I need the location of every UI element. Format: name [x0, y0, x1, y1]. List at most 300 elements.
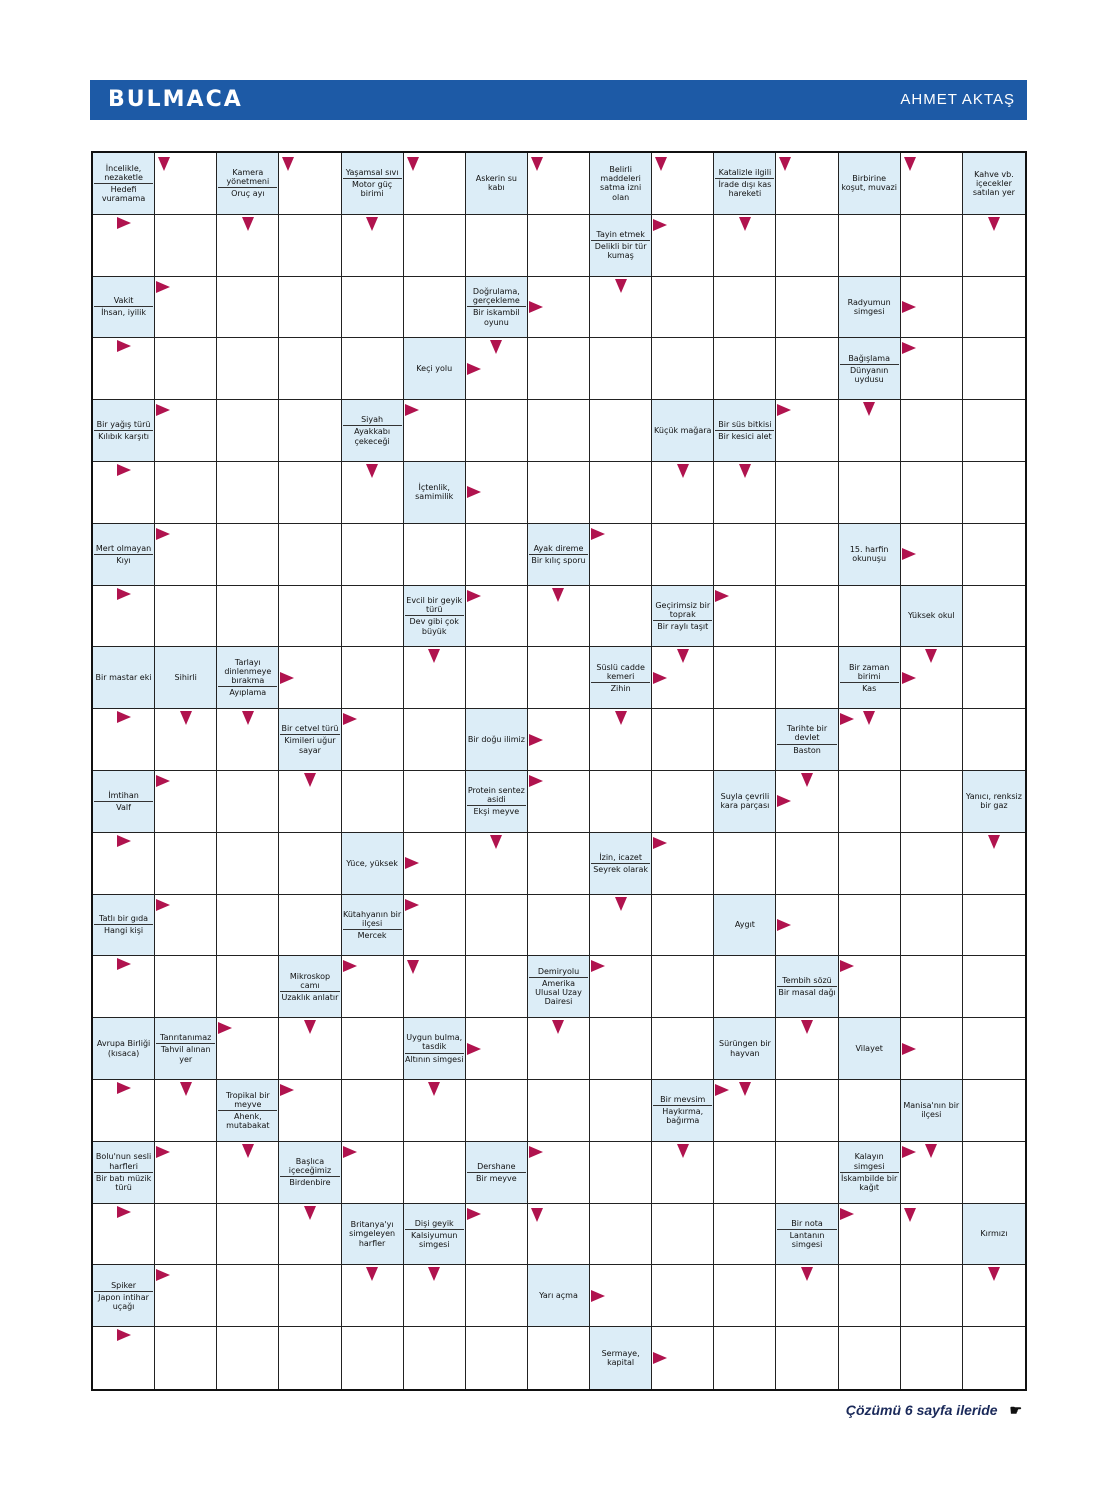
answer-cell[interactable]	[963, 1265, 1025, 1327]
answer-cell[interactable]	[590, 956, 652, 1018]
answer-cell[interactable]	[279, 833, 341, 895]
clue-cell	[714, 895, 776, 957]
arrow-right-icon	[467, 1043, 481, 1055]
answer-cell[interactable]	[342, 1080, 404, 1142]
answer-cell[interactable]	[342, 586, 404, 648]
answer-cell[interactable]	[279, 586, 341, 648]
answer-cell[interactable]	[652, 1018, 714, 1080]
answer-cell[interactable]	[963, 400, 1025, 462]
clue-cell	[839, 647, 901, 709]
clue-cell	[404, 338, 466, 400]
answer-cell[interactable]	[901, 524, 963, 586]
answer-cell[interactable]	[652, 524, 714, 586]
answer-cell[interactable]	[776, 153, 838, 215]
answer-cell[interactable]	[342, 524, 404, 586]
answer-cell[interactable]	[776, 1327, 838, 1389]
answer-cell[interactable]	[963, 1142, 1025, 1204]
answer-cell[interactable]	[839, 1265, 901, 1327]
answer-cell[interactable]	[528, 647, 590, 709]
answer-cell[interactable]	[901, 895, 963, 957]
answer-cell[interactable]	[342, 338, 404, 400]
answer-cell[interactable]	[466, 1018, 528, 1080]
arrow-down-icon	[428, 1082, 440, 1096]
clue-text: İçtenlik, samimilik	[415, 483, 454, 502]
arrow-down-icon	[988, 217, 1000, 231]
answer-cell[interactable]	[528, 215, 590, 277]
answer-cell[interactable]	[466, 524, 528, 586]
answer-cell[interactable]	[404, 771, 466, 833]
clue-text: Kılıbık karşıtı	[94, 430, 153, 441]
clue-cell	[93, 400, 155, 462]
clue-text: Kamera yönetmeni	[226, 168, 270, 187]
answer-cell[interactable]	[217, 277, 279, 339]
answer-cell[interactable]	[776, 833, 838, 895]
answer-cell[interactable]	[652, 833, 714, 895]
answer-cell[interactable]	[93, 586, 155, 648]
clue-text: Dershane	[477, 1161, 516, 1171]
answer-cell[interactable]	[776, 1142, 838, 1204]
answer-cell[interactable]	[714, 338, 776, 400]
answer-cell[interactable]	[963, 833, 1025, 895]
arrow-right-icon	[117, 588, 131, 600]
answer-cell[interactable]	[342, 709, 404, 771]
answer-cell[interactable]	[901, 215, 963, 277]
answer-cell[interactable]	[279, 1018, 341, 1080]
answer-cell[interactable]	[279, 400, 341, 462]
answer-cell[interactable]	[528, 338, 590, 400]
answer-cell[interactable]	[404, 1142, 466, 1204]
answer-cell[interactable]	[528, 1018, 590, 1080]
answer-cell[interactable]	[466, 1204, 528, 1266]
answer-cell[interactable]	[528, 586, 590, 648]
answer-cell[interactable]	[652, 647, 714, 709]
answer-cell[interactable]	[279, 1265, 341, 1327]
answer-cell[interactable]	[466, 833, 528, 895]
answer-cell[interactable]	[590, 400, 652, 462]
arrow-down-icon	[242, 1144, 254, 1158]
answer-cell[interactable]	[466, 462, 528, 524]
author-name: AHMET AKTAŞ	[900, 91, 1015, 108]
answer-cell[interactable]	[155, 215, 217, 277]
answer-cell[interactable]	[342, 1265, 404, 1327]
arrow-right-icon	[840, 960, 854, 972]
answer-cell[interactable]	[279, 462, 341, 524]
answer-cell[interactable]	[652, 277, 714, 339]
answer-cell[interactable]	[93, 1204, 155, 1266]
answer-cell[interactable]	[839, 215, 901, 277]
answer-cell[interactable]	[901, 833, 963, 895]
answer-cell[interactable]	[342, 1142, 404, 1204]
answer-cell[interactable]	[217, 462, 279, 524]
answer-cell[interactable]	[528, 277, 590, 339]
answer-cell[interactable]	[590, 1265, 652, 1327]
answer-cell[interactable]	[404, 1080, 466, 1142]
clue-text: Bir kılıç sporu	[529, 554, 588, 565]
answer-cell[interactable]	[652, 709, 714, 771]
clue-text: Keçi yolu	[416, 364, 453, 374]
answer-cell[interactable]	[342, 647, 404, 709]
answer-cell[interactable]	[901, 400, 963, 462]
answer-cell[interactable]	[652, 215, 714, 277]
answer-cell[interactable]	[528, 153, 590, 215]
answer-cell[interactable]	[776, 215, 838, 277]
answer-cell[interactable]	[901, 277, 963, 339]
answer-cell[interactable]	[901, 1018, 963, 1080]
answer-cell[interactable]	[342, 215, 404, 277]
answer-cell[interactable]	[590, 1018, 652, 1080]
clue-text: Askerin su kabı	[475, 174, 517, 193]
answer-cell[interactable]	[279, 524, 341, 586]
answer-cell[interactable]	[404, 277, 466, 339]
answer-cell[interactable]	[528, 1142, 590, 1204]
answer-cell[interactable]	[590, 1142, 652, 1204]
answer-cell[interactable]	[93, 338, 155, 400]
answer-cell[interactable]	[652, 1204, 714, 1266]
answer-cell[interactable]	[279, 215, 341, 277]
clue-cell	[93, 771, 155, 833]
answer-cell[interactable]	[839, 771, 901, 833]
answer-cell[interactable]	[528, 771, 590, 833]
answer-cell[interactable]	[93, 1080, 155, 1142]
answer-cell[interactable]	[963, 647, 1025, 709]
answer-cell[interactable]	[155, 153, 217, 215]
clue-cell	[466, 709, 528, 771]
answer-cell[interactable]	[776, 400, 838, 462]
answer-cell[interactable]	[93, 215, 155, 277]
answer-cell[interactable]	[217, 586, 279, 648]
answer-cell[interactable]	[714, 1327, 776, 1389]
arrow-right-icon	[117, 1206, 131, 1218]
answer-cell[interactable]	[342, 771, 404, 833]
arrow-right-icon	[529, 1146, 543, 1158]
answer-cell[interactable]	[279, 1080, 341, 1142]
answer-cell[interactable]	[217, 1018, 279, 1080]
answer-cell[interactable]	[963, 215, 1025, 277]
answer-cell[interactable]	[342, 462, 404, 524]
answer-cell[interactable]	[839, 1204, 901, 1266]
answer-cell[interactable]	[652, 153, 714, 215]
answer-cell[interactable]	[217, 400, 279, 462]
answer-cell[interactable]	[466, 1080, 528, 1142]
answer-cell[interactable]	[217, 833, 279, 895]
answer-cell[interactable]	[963, 524, 1025, 586]
answer-cell[interactable]	[466, 647, 528, 709]
answer-cell[interactable]	[466, 215, 528, 277]
answer-cell[interactable]	[590, 462, 652, 524]
answer-cell[interactable]	[590, 338, 652, 400]
answer-cell[interactable]	[93, 1327, 155, 1389]
clue-text: Protein sentez asidi	[467, 786, 525, 805]
answer-cell[interactable]	[404, 1265, 466, 1327]
answer-cell[interactable]	[217, 1327, 279, 1389]
clue-text: Tembih sözü	[782, 976, 832, 986]
answer-cell[interactable]	[155, 956, 217, 1018]
answer-cell[interactable]	[528, 1204, 590, 1266]
answer-cell[interactable]	[963, 1327, 1025, 1389]
answer-cell[interactable]	[839, 400, 901, 462]
answer-cell[interactable]	[155, 338, 217, 400]
answer-cell[interactable]	[342, 1327, 404, 1389]
clue-text: Tahvil alınan yer	[156, 1043, 215, 1063]
answer-cell[interactable]	[963, 709, 1025, 771]
answer-cell[interactable]	[466, 586, 528, 648]
answer-cell[interactable]	[279, 1204, 341, 1266]
clue-cell	[652, 1080, 714, 1142]
answer-cell[interactable]	[404, 956, 466, 1018]
answer-cell[interactable]	[217, 956, 279, 1018]
answer-cell[interactable]	[404, 524, 466, 586]
answer-cell[interactable]	[590, 709, 652, 771]
answer-cell[interactable]	[93, 956, 155, 1018]
answer-cell[interactable]	[528, 400, 590, 462]
answer-cell[interactable]	[901, 956, 963, 1018]
answer-cell[interactable]	[839, 956, 901, 1018]
arrow-down-icon	[158, 157, 170, 171]
answer-cell[interactable]	[155, 462, 217, 524]
answer-cell[interactable]	[342, 956, 404, 1018]
answer-cell[interactable]	[714, 956, 776, 1018]
clue-cell	[279, 709, 341, 771]
answer-cell[interactable]	[901, 1327, 963, 1389]
answer-cell[interactable]	[963, 277, 1025, 339]
clue-cell	[901, 586, 963, 648]
answer-cell[interactable]	[776, 338, 838, 400]
answer-cell[interactable]	[528, 1080, 590, 1142]
answer-cell[interactable]	[279, 895, 341, 957]
clue-cell	[466, 277, 528, 339]
clue-text: Ekşi meyve	[467, 805, 526, 816]
answer-cell[interactable]	[404, 153, 466, 215]
answer-cell[interactable]	[466, 1327, 528, 1389]
answer-cell[interactable]	[652, 771, 714, 833]
answer-cell[interactable]	[528, 709, 590, 771]
arrow-down-icon	[988, 1267, 1000, 1281]
answer-cell[interactable]	[901, 771, 963, 833]
answer-cell[interactable]	[404, 895, 466, 957]
clue-text: Kalayın simgesi	[853, 1152, 885, 1171]
answer-cell[interactable]	[155, 400, 217, 462]
answer-cell[interactable]	[590, 1204, 652, 1266]
clue-cell	[839, 338, 901, 400]
answer-cell[interactable]	[404, 709, 466, 771]
answer-cell[interactable]	[279, 338, 341, 400]
answer-cell[interactable]	[714, 1142, 776, 1204]
answer-cell[interactable]	[963, 462, 1025, 524]
answer-cell[interactable]	[901, 1204, 963, 1266]
clue-text: Dev gibi çok büyük	[405, 615, 464, 635]
answer-cell[interactable]	[714, 215, 776, 277]
header-bar	[90, 80, 1027, 120]
clue-cell	[155, 647, 217, 709]
answer-cell[interactable]	[901, 338, 963, 400]
answer-cell[interactable]	[839, 895, 901, 957]
answer-cell[interactable]	[279, 771, 341, 833]
answer-cell[interactable]	[155, 277, 217, 339]
answer-cell[interactable]	[528, 1327, 590, 1389]
answer-cell[interactable]	[217, 338, 279, 400]
answer-cell[interactable]	[652, 1265, 714, 1327]
clue-cell	[839, 1018, 901, 1080]
answer-cell[interactable]	[466, 956, 528, 1018]
answer-cell[interactable]	[839, 462, 901, 524]
answer-cell[interactable]	[901, 1265, 963, 1327]
answer-cell[interactable]	[652, 462, 714, 524]
clue-text: Britanya'yı simgeleyen harfler	[349, 1220, 396, 1248]
answer-cell[interactable]	[279, 1327, 341, 1389]
clue-text: Sürüngen bir hayvan	[719, 1039, 771, 1058]
answer-cell[interactable]	[217, 1204, 279, 1266]
answer-cell[interactable]	[776, 771, 838, 833]
answer-cell[interactable]	[963, 338, 1025, 400]
answer-cell[interactable]	[528, 895, 590, 957]
answer-cell[interactable]	[155, 895, 217, 957]
answer-cell[interactable]	[839, 586, 901, 648]
answer-cell[interactable]	[590, 1080, 652, 1142]
arrow-right-icon	[156, 899, 170, 911]
answer-cell[interactable]	[279, 277, 341, 339]
answer-cell[interactable]	[217, 895, 279, 957]
answer-cell[interactable]	[528, 462, 590, 524]
answer-cell[interactable]	[404, 833, 466, 895]
clue-cell	[528, 524, 590, 586]
answer-cell[interactable]	[155, 1327, 217, 1389]
page-title: BULMACA	[108, 87, 243, 112]
answer-cell[interactable]	[342, 1018, 404, 1080]
answer-cell[interactable]	[155, 771, 217, 833]
answer-cell[interactable]	[776, 1265, 838, 1327]
clue-cell	[93, 1142, 155, 1204]
answer-cell[interactable]	[839, 709, 901, 771]
arrow-down-icon	[801, 1267, 813, 1281]
answer-cell[interactable]	[963, 895, 1025, 957]
answer-cell[interactable]	[342, 277, 404, 339]
answer-cell[interactable]	[93, 462, 155, 524]
answer-cell[interactable]	[652, 895, 714, 957]
arrow-right-icon	[591, 528, 605, 540]
clue-text: Oruç ayı	[218, 187, 277, 198]
answer-cell[interactable]	[714, 1080, 776, 1142]
answer-cell[interactable]	[901, 153, 963, 215]
answer-cell[interactable]	[466, 1265, 528, 1327]
answer-cell[interactable]	[590, 277, 652, 339]
clue-text: Belirli maddeleri satma izni olan	[600, 165, 642, 202]
answer-cell[interactable]	[155, 1265, 217, 1327]
answer-cell[interactable]	[155, 524, 217, 586]
answer-cell[interactable]	[155, 833, 217, 895]
clue-text: Kas	[840, 682, 899, 693]
answer-cell[interactable]	[652, 338, 714, 400]
answer-cell[interactable]	[776, 586, 838, 648]
answer-cell[interactable]	[279, 153, 341, 215]
clue-text: Vakit	[113, 296, 134, 306]
answer-cell[interactable]	[217, 709, 279, 771]
answer-cell[interactable]	[652, 1327, 714, 1389]
answer-cell[interactable]	[404, 215, 466, 277]
answer-cell[interactable]	[714, 586, 776, 648]
clue-text: Ayakkabı çekeceği	[343, 425, 402, 445]
answer-cell[interactable]	[963, 1018, 1025, 1080]
arrow-down-icon	[615, 897, 627, 911]
answer-cell[interactable]	[217, 771, 279, 833]
answer-cell[interactable]	[528, 833, 590, 895]
answer-cell[interactable]	[404, 647, 466, 709]
answer-cell[interactable]	[714, 524, 776, 586]
answer-cell[interactable]	[590, 895, 652, 957]
answer-cell[interactable]	[963, 586, 1025, 648]
answer-cell[interactable]	[279, 647, 341, 709]
answer-cell[interactable]	[404, 1327, 466, 1389]
answer-cell[interactable]	[714, 1265, 776, 1327]
answer-cell[interactable]	[404, 400, 466, 462]
arrow-down-icon	[304, 773, 316, 787]
clue-cell	[776, 956, 838, 1018]
answer-cell[interactable]	[839, 1080, 901, 1142]
answer-cell[interactable]	[155, 709, 217, 771]
answer-cell[interactable]	[776, 277, 838, 339]
answer-cell[interactable]	[217, 215, 279, 277]
answer-cell[interactable]	[963, 956, 1025, 1018]
answer-cell[interactable]	[466, 400, 528, 462]
clue-cell	[217, 647, 279, 709]
clue-text: Kalsiyumun simgesi	[405, 1229, 464, 1249]
answer-cell[interactable]	[217, 1142, 279, 1204]
answer-cell[interactable]	[466, 338, 528, 400]
answer-cell[interactable]	[466, 895, 528, 957]
answer-cell[interactable]	[155, 1080, 217, 1142]
arrow-right-icon	[529, 734, 543, 746]
answer-cell[interactable]	[901, 709, 963, 771]
answer-cell[interactable]	[776, 524, 838, 586]
answer-cell[interactable]	[217, 1265, 279, 1327]
answer-cell[interactable]	[217, 524, 279, 586]
answer-cell[interactable]	[590, 771, 652, 833]
clue-text: Hangi kişi	[94, 924, 153, 935]
answer-cell[interactable]	[714, 647, 776, 709]
answer-cell[interactable]	[714, 833, 776, 895]
answer-cell[interactable]	[93, 709, 155, 771]
answer-cell[interactable]	[776, 1080, 838, 1142]
answer-cell[interactable]	[590, 586, 652, 648]
answer-cell[interactable]	[93, 833, 155, 895]
answer-cell[interactable]	[839, 833, 901, 895]
clue-cell	[590, 215, 652, 277]
arrow-right-icon	[156, 1269, 170, 1281]
answer-cell[interactable]	[776, 895, 838, 957]
arrow-right-icon	[902, 672, 916, 684]
answer-cell[interactable]	[776, 647, 838, 709]
answer-cell[interactable]	[839, 1327, 901, 1389]
clue-text: Aygıt	[734, 920, 755, 930]
answer-cell[interactable]	[652, 956, 714, 1018]
answer-cell[interactable]	[155, 586, 217, 648]
arrow-right-icon	[218, 1022, 232, 1034]
answer-cell[interactable]	[776, 1018, 838, 1080]
answer-cell[interactable]	[963, 1080, 1025, 1142]
answer-cell[interactable]	[714, 1204, 776, 1266]
clue-cell	[714, 1018, 776, 1080]
answer-cell[interactable]	[714, 709, 776, 771]
answer-cell[interactable]	[652, 1142, 714, 1204]
answer-cell[interactable]	[776, 462, 838, 524]
answer-cell[interactable]	[714, 462, 776, 524]
answer-cell[interactable]	[901, 647, 963, 709]
answer-cell[interactable]	[155, 1142, 217, 1204]
answer-cell[interactable]	[590, 524, 652, 586]
answer-cell[interactable]	[901, 1142, 963, 1204]
answer-cell[interactable]	[155, 1204, 217, 1266]
answer-cell[interactable]	[714, 277, 776, 339]
answer-cell[interactable]	[901, 462, 963, 524]
